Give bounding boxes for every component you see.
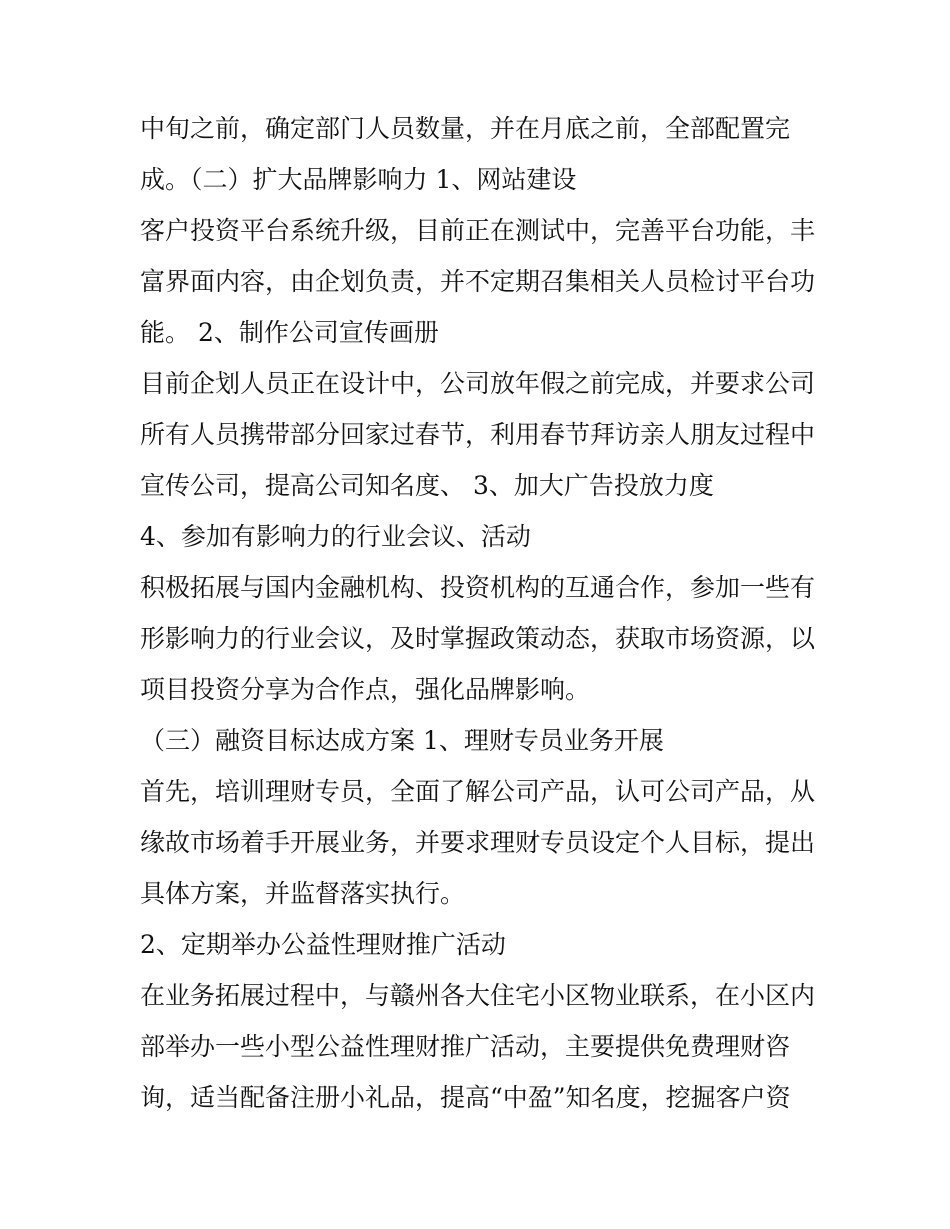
text-line: 富界面内容，由企划负责，并不定期召集相关人员检讨平台功 [140, 267, 816, 296]
text-line: 询，适当配备注册小礼品，提高“中盈”知名度，挖掘客户资 [140, 1083, 791, 1112]
text-line: 缘故市场着手开展业务，并要求理财专员设定个人目标，提出 [140, 828, 816, 857]
text-line: 部举办一些小型公益性理财推广活动，主要提供免费理财咨 [140, 1032, 791, 1061]
text-line: 2、定期举办公益性理财推广活动 [140, 930, 506, 959]
text-line: 形影响力的行业会议，及时掌握政策动态，获取市场资源，以 [140, 624, 816, 653]
text-line: 宣传公司，提高公司知名度、 3、加大广告投放力度 [140, 471, 714, 500]
text-line: 成。（二）扩大品牌影响力 1、网站建设 [140, 165, 577, 194]
text-line: 中旬之前，确定部门人员数量，并在月底之前，全部配置完 [140, 114, 791, 143]
text-line: 4、参加有影响力的行业会议、活动 [140, 522, 531, 551]
text-line: 具体方案，并监督落实执行。 [140, 879, 466, 908]
text-line: 积极拓展与国内金融机构、投资机构的互通合作，参加一些有 [140, 573, 816, 602]
text-line: （三）融资目标达成方案 1、理财专员业务开展 [140, 726, 664, 755]
text-line: 能。 2、制作公司宣传画册 [140, 318, 439, 347]
text-line: 首先，培训理财专员，全面了解公司产品，认可公司产品，从 [140, 777, 816, 806]
text-line: 所有人员携带部分回家过春节，利用春节拜访亲人朋友过程中 [140, 420, 816, 449]
text-line: 目前企划人员正在设计中，公司放年假之前完成，并要求公司 [140, 369, 816, 398]
text-line: 在业务拓展过程中，与赣州各大住宅小区物业联系，在小区内 [140, 981, 816, 1010]
text-line: 客户投资平台系统升级，目前正在测试中，完善平台功能，丰 [140, 216, 816, 245]
text-line: 项目投资分享为合作点，强化品牌影响。 [140, 675, 591, 704]
